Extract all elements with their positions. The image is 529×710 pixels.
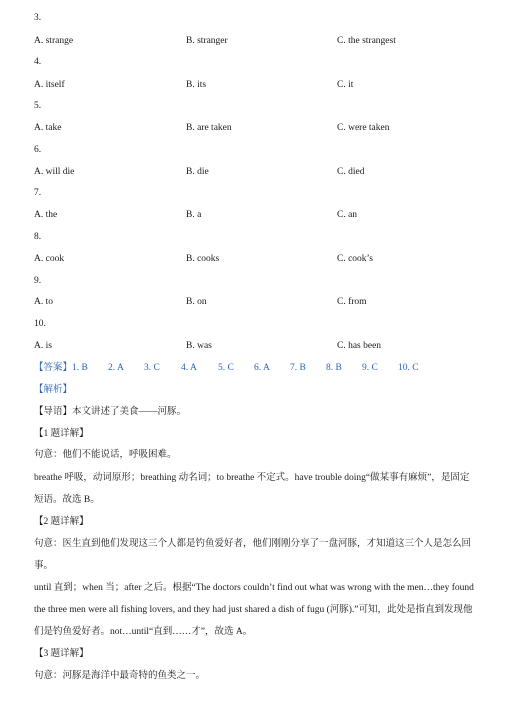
answer-label: 【答案】 [34, 363, 73, 373]
answer-item: 2. A [108, 363, 124, 373]
option-a: A. the [34, 210, 58, 220]
option-a: A. is [34, 341, 52, 351]
q2-header: 【2 题详解】 [34, 517, 89, 527]
q3-meaning: 句意：河豚是海洋中最奇特的鱼类之一。 [34, 671, 206, 681]
answer-item: 8. B [326, 363, 342, 373]
question-number: 6. [34, 145, 42, 155]
q2-meaning-line: 事。 [34, 561, 54, 571]
option-b: B. stranger [186, 36, 228, 46]
option-b: B. on [186, 297, 207, 307]
question-number: 7. [34, 188, 42, 198]
option-a: A. itself [34, 80, 65, 90]
intro-text: 【导语】本文讲述了美食——河豚。 [34, 407, 187, 417]
option-a: A. take [34, 123, 62, 133]
q2-explanation-line: the three men were all fishing lovers, and they had just shared a dish of fugu (河豚).”可知，此处是指直到发现他 [34, 605, 473, 615]
option-b: B. its [186, 80, 207, 90]
option-c: C. an [337, 210, 358, 220]
option-b: B. are taken [186, 123, 232, 133]
q3-header: 【3 题详解】 [34, 649, 89, 659]
option-a: A. will die [34, 167, 75, 177]
answer-item: 9. C [362, 363, 378, 373]
answer-item: 1. B [72, 363, 88, 373]
question-number: 8. [34, 232, 42, 242]
q2-explanation-line: 们是钓鱼爱好者。not…until“直到……才”，故选 A。 [34, 627, 253, 637]
option-c: C. died [337, 167, 365, 177]
q2-explanation-line: until 直到；when 当；after 之后。根据“The doctors couldn’t find out what was wrong with the men…they found [34, 583, 474, 593]
q1-header: 【1 题详解】 [34, 429, 89, 439]
option-b: B. cooks [186, 254, 220, 264]
question-number: 9. [34, 276, 42, 286]
q1-explanation-line: 短语。故选 B。 [34, 495, 100, 505]
answer-item: 4. A [181, 363, 197, 373]
option-c: C. the strangest [337, 36, 396, 46]
option-b: B. die [186, 167, 209, 177]
question-number: 4. [34, 57, 42, 67]
option-a: A. cook [34, 254, 65, 264]
option-b: B. was [186, 341, 212, 351]
option-c: C. from [337, 297, 367, 307]
option-a: A. strange [34, 36, 74, 46]
option-b: B. a [186, 210, 202, 220]
option-c: C. it [337, 80, 354, 90]
question-number: 10. [34, 319, 46, 329]
question-number: 5. [34, 101, 42, 111]
option-a: A. to [34, 297, 53, 307]
q1-meaning: 句意：他们不能说话，呼吸困难。 [34, 450, 177, 460]
option-c: C. were taken [337, 123, 390, 133]
q2-meaning-line: 句意：医生直到他们发现这三个人都是钓鱼爱好者，他们刚刚分享了一盘河豚，才知道这三个人是怎么回 [34, 539, 472, 549]
option-c: C. cook’s [337, 254, 373, 264]
question-number: 3. [34, 13, 42, 23]
answer-item: 5. C [218, 363, 234, 373]
option-c: C. has been [337, 341, 382, 351]
analysis-label: 【解析】 [34, 385, 73, 395]
q1-explanation-line: breathe 呼吸，动词原形；breathing 动名词；to breathe 不定式。have trouble doing“做某事有麻烦”，是固定 [34, 473, 470, 483]
answer-item: 10. C [398, 363, 419, 373]
answer-item: 6. A [254, 363, 270, 373]
answer-item: 3. C [144, 363, 160, 373]
answer-item: 7. B [290, 363, 306, 373]
